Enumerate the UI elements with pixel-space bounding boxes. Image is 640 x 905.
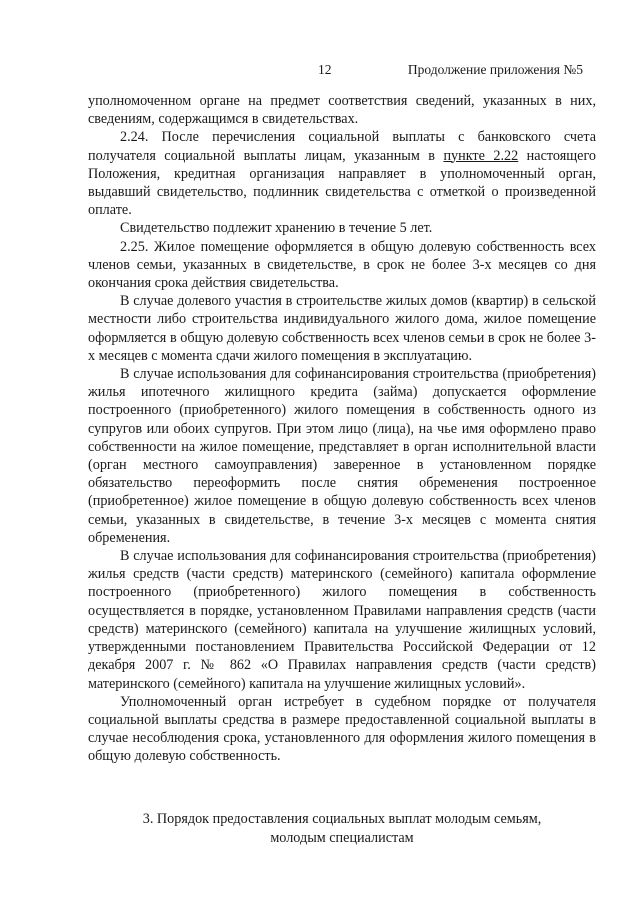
paragraph-court-recovery: Уполномоченный орган истребует в судебном порядке от получателя социальной выплаты средства в размере предоставленной социальной выплаты в случае несоблюдения срока, установленного для оформления жилого помещения в общую долевую собственность. <box>88 693 596 765</box>
paragraph-2-24-text-end: настоящего Положения, кредитная организация направляет в уполномоченный орган, выдавший свидетельство, подлинник свидетельства с отметкой о произведенной оплате. <box>88 147 597 219</box>
paragraph-mortgage-cofinancing: В случае использования для софинансирования строительства (приобретения) жилья ипотечного жилищного кредита (займа) допускается оформление построенного (приобретенного) жилого помещения в собственность одного из супругов или обоих супругов. При этом лицо (лица), на чье имя оформлено право собственности на жилое помещение, представляет в орган исполнительной власти (орган местного самоуправления) заверенное в установленном порядке обязательство переоформить после снятия обременения построенное (приобретенное) жилое помещение в общую долевую собственность всех членов семьи, указанных в свидетельстве, в течение 3-х месяцев с момента снятия обременения. <box>88 366 596 546</box>
document-body <box>88 92 596 766</box>
page-header <box>0 62 640 82</box>
section-3-heading-line-1: 3. Порядок предоставления социальных выплат молодым семьям, <box>142 811 542 827</box>
appendix-continuation-note: Продолжение приложения №5 <box>407 62 583 77</box>
paragraph-2-25: 2.25. Жилое помещение оформляется в общую долевую собственность всех членов семьи, указанных в свидетельстве, в срок не более 3-х месяцев со дня окончания срока действия свидетельства. <box>88 238 596 292</box>
paragraph-2-24-text-start: 2.24. После перечисления социальной выплаты с банковского счета получателя социальной выплаты лицам, указанным в <box>88 129 596 164</box>
section-3-heading <box>88 810 596 848</box>
page-number: 12 <box>318 62 332 77</box>
paragraph-2-24 <box>88 128 596 219</box>
clause-2-22-link[interactable]: пункте 2.22 <box>443 147 519 164</box>
paragraph-certificate-storage: Свидетельство подлежит хранению в течение 5 лет. <box>120 220 433 237</box>
paragraph-rural-construction: В случае долевого участия в строительстве жилых домов (квартир) в сельской местности либо строительства индивидуального жилого дома, жилое помещение оформляется в общую долевую собственность всех членов семьи в срок не более 3-х месяцев с момента сдачи жилого помещения в эксплуатацию. <box>88 293 596 364</box>
section-3-heading-line-2: молодым специалистам <box>270 830 414 846</box>
paragraph-maternity-capital: В случае использования для софинансирования строительства (приобретения) жилья средств (части средств) материнского (семейного) капитала оформление построенного (приобретенного) жилого помещения в собственность осуществляется в порядке, установленном Правилами направления средств (части средств) материнского (семейного) капитала на улучшение жилищных условий, утвержденными постановлением Правительства Российской Федерации от 12 декабря 2007 г. № 862 «О Правилах направления средств (части средств) материнского (семейного) капитала на улучшение жилищных условий». <box>88 548 596 692</box>
paragraph-continuation: уполномоченном органе на предмет соответствия сведений, указанных в них, сведениям, содержащимся в свидетельствах. <box>88 93 596 128</box>
